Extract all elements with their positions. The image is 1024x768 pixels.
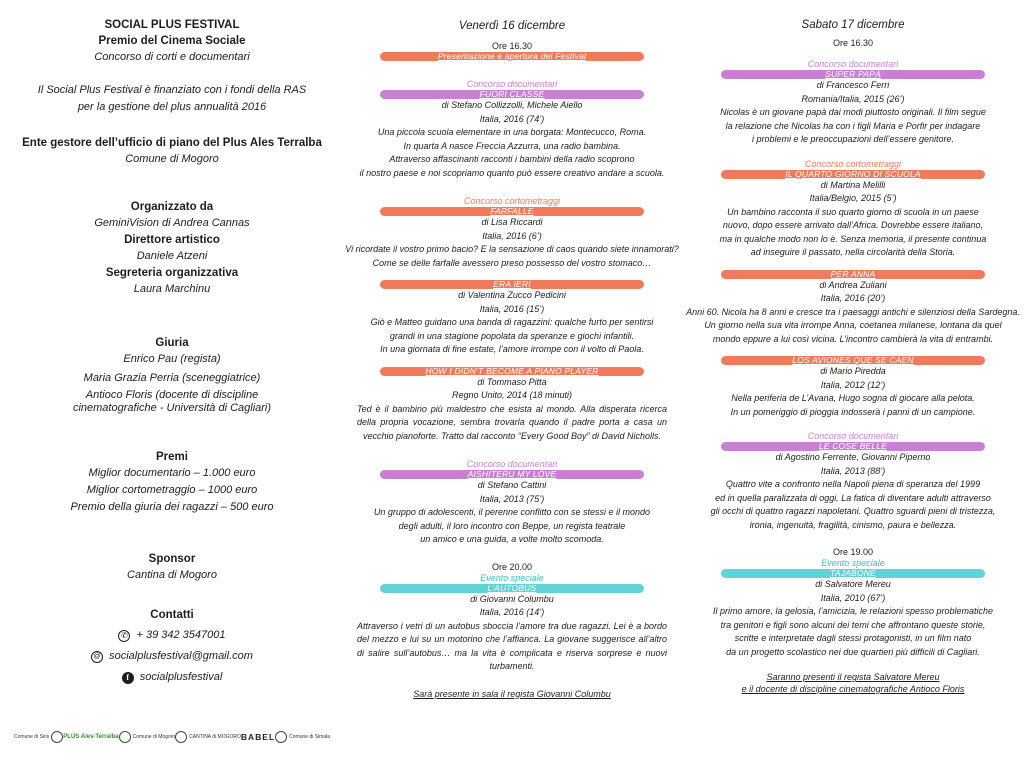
sponsor-value: Cantina di Mogoro: [127, 569, 217, 581]
film-info: Italia, 2016 (74’): [479, 113, 545, 124]
organizzato-value: GeminiVision di Andrea Cannas: [94, 217, 250, 229]
film-director: di Agostino Ferrente, Giovanni Piperno: [775, 452, 931, 462]
giuria-member-2: Maria Grazia Perria (sceneggiatrice): [83, 372, 261, 384]
sponsor-title: Sponsor: [148, 553, 196, 565]
facebook-handle: socialplusfestival: [139, 671, 223, 683]
facebook-contact[interactable]: [14, 669, 330, 686]
category-label: Concorso documentari: [466, 459, 558, 469]
phone-contact[interactable]: [14, 627, 330, 644]
film-title-band: L’AUTOBUS: [380, 584, 644, 593]
category-label: Concorso cortometraggi: [463, 196, 561, 206]
program-friday: [345, 0, 679, 700]
day-title: Venerdì 16 dicembre: [458, 20, 566, 32]
film-desc: In un pomeriggio di pioggia indosserà i panni di un campione.: [730, 406, 976, 417]
category-label: Concorso documentari: [807, 431, 899, 441]
film-info: Italia, 2016 (20’): [820, 293, 886, 303]
film-title-band: PER ANNA: [721, 270, 985, 279]
phone-icon: ✆: [118, 630, 130, 642]
category-label: Concorso cortometraggi: [804, 158, 902, 169]
contatti-title: Contatti: [150, 609, 194, 621]
film-desc: ed in quella paralizzata di oggi. La fatica di diventare adulti attraverso: [715, 492, 991, 503]
funding-line-1: Il Social Plus Festival è finanziato con i fondi della RAS: [37, 84, 307, 96]
giuria-member-3a: Antioco Floris (docente di discipline: [85, 389, 259, 401]
film-desc: i problemi e le preoccupazioni dell’essere genitore.: [751, 134, 955, 144]
film-desc: Nella periferia de L’Avana, Hugo sogna di giocare alla pelota.: [731, 393, 975, 403]
giuria-title: Giuria: [155, 337, 189, 349]
film-desc: scritte e interpretate dagli stessi protagonisti, in un film nato: [734, 633, 972, 643]
giuria-member-1: Enrico Pau (regista): [123, 353, 221, 365]
email-address: socialplusfestival@gmail.com: [109, 650, 253, 662]
phone-number: + 39 342 3547001: [136, 629, 226, 641]
film-desc: Come se delle farfalle avessero preso possesso del vostro stomaco…: [372, 257, 652, 268]
film-title-band: LE COSE BELLE: [721, 442, 985, 451]
film-desc: un amico e una guida, a volte molto scomoda.: [420, 534, 604, 544]
logo-plus: PLUS Ales-Terralba: [63, 734, 119, 740]
film-info: Regno Unito, 2014 (18 minuti): [451, 390, 573, 400]
facebook-icon: f: [122, 672, 134, 684]
segreteria-value: Laura Marchinu: [133, 283, 211, 295]
cantina-icon: [175, 731, 187, 743]
program-saturday: [686, 0, 1020, 695]
film-desc: da un progetto scolastico nei due quartieri più difficili di Cagliari.: [726, 646, 980, 657]
film-title-band: ERA IERI: [380, 280, 644, 289]
email-icon: @: [91, 651, 103, 663]
logo-cantina: CANTINA di MOGORO: [175, 731, 241, 743]
festival-title: SOCIAL PLUS FESTIVAL: [104, 19, 240, 31]
logo-comune-simala: Comune di Simala: [275, 731, 330, 743]
film-info: Italia, 2013 (75’): [479, 493, 545, 504]
category-label: Concorso documentari: [807, 59, 899, 69]
premio-3: Premio della giuria dei ragazzi – 500 euro: [70, 501, 274, 513]
film-desc: Un giorno nella sua vita irrompe Anna, coetanea milanese, lontana da quel: [704, 320, 1002, 330]
film-director: di Stefano Cattini: [477, 480, 547, 490]
film-director: di Giovanni Columbu: [470, 593, 554, 604]
film-desc: ma in qualche modo non lo è. Senza memoria, il presente continua: [719, 233, 987, 244]
film-director: di Stefano Collizzolli, Michele Aiello: [441, 100, 583, 110]
logo-comune-siris: Comune di Siris: [14, 731, 63, 743]
film-desc: il nostro paese e noi scopriamo quanto può essere creativo andare a scuola.: [359, 167, 665, 178]
crest-icon: [275, 731, 287, 743]
premio-1: Miglior documentario – 1.000 euro: [88, 467, 256, 479]
opening-band: Presentazione e apertura del Festival: [380, 52, 644, 61]
email-contact[interactable]: [14, 648, 330, 665]
crest-icon: [119, 731, 131, 743]
film-director: di Valentina Zucco Pedicini: [458, 290, 566, 300]
film-director: di Lisa Riccardi: [481, 217, 543, 227]
film-desc: tra genitori e figli sono alcuni dei temi che affrontano queste storie,: [720, 619, 986, 630]
film-info: Italia/Belgio, 2015 (5’): [809, 193, 897, 203]
direttore-value: Daniele Atzeni: [136, 250, 208, 262]
ente-value: Comune di Mogoro: [125, 153, 219, 165]
film-title-band: SUPER PAPÀ: [721, 70, 985, 79]
film-desc: la relazione che Nicolas ha con i figli Maria e Porfir per indagare: [725, 120, 981, 131]
film-director: di Andrea Zuliani: [819, 279, 887, 290]
sponsor-logos: [14, 727, 330, 747]
film-title-band: FARFALLE: [380, 207, 644, 216]
film-desc: degli adulti, il loro incontro con Beppe, un regista teatrale: [398, 520, 626, 531]
film-title-band: LOS AVIONES QUE SE CAEN: [721, 356, 985, 365]
festival-subtitle: Premio del Cinema Sociale: [98, 35, 246, 47]
film-info: Italia, 2010 (67’): [820, 592, 886, 603]
film-desc: ad inseguire il passato, nella circolarità della Storia.: [750, 247, 956, 257]
category-label: Evento speciale: [821, 558, 885, 568]
film-desc: grandi in una stagione popolata da speranze e giochi infantili.: [389, 330, 635, 341]
film-desc: Una piccola scuola elementare in una borgata: Montecucco, Roma.: [377, 127, 647, 137]
film-desc: ironia, ingenuità, fragilità, cinismo, paura e bellezza.: [749, 519, 957, 530]
film-desc: Il primo amore, la gelosia, l’amicizia, le relazioni spesso problematiche: [712, 606, 994, 616]
film-director: di Martina Melilli: [820, 179, 886, 190]
time-label: Ore 20.00: [491, 561, 533, 572]
film-desc: Attraverso affascinanti racconti i bambini della radio scoprono: [389, 154, 635, 164]
film-director: di Salvatore Mereu: [815, 579, 891, 589]
category-label: Evento speciale: [480, 572, 544, 583]
film-info: Romania/Italia, 2015 (26’): [801, 93, 905, 104]
film-desc: Giò e Matteo guidano una banda di ragazzini: qualche furto per sentirsi: [370, 317, 654, 327]
festival-tagline: Concorso di corti e documentari: [94, 51, 250, 63]
direttore-title: Direttore artistico: [124, 234, 220, 246]
logo-babel: BABEL: [240, 732, 276, 742]
film-title-band: AISHITERU MY LOVE: [380, 470, 644, 479]
premio-2: Miglior cortometraggio – 1000 euro: [86, 484, 258, 496]
film-desc: Vi ricordate il vostro primo bacio? E la sensazione di caos quando siete innamorati?: [345, 244, 679, 254]
film-desc: Anni 60. Nicola ha 8 anni e cresce tra i paesaggi antichi e silenziosi della Sardegna.: [686, 306, 1020, 317]
film-desc: Quattro vite a confronto nella Napoli piena di speranza del 1999: [725, 479, 981, 489]
film-title-band: TAJABONE: [721, 569, 985, 578]
film-title-band: IL QUARTO GIORNO DI SCUOLA: [721, 170, 985, 179]
organizzato-title: Organizzato da: [130, 201, 214, 213]
guest-note: Sarà presente in sala il regista Giovanni Columbu: [413, 688, 611, 699]
film-desc: Nicolas è un giovane papà dai modi piuttosto originali. Il film segue: [720, 107, 986, 117]
time-label: Ore 19.00: [832, 547, 874, 557]
film-director: di Tommaso Pitta: [477, 376, 547, 387]
category-label: Concorso documentari: [466, 79, 558, 89]
film-desc: Un bambino racconta il suo quarto giorno di scuola in un paese: [727, 206, 979, 217]
film-info: Italia, 2012 (12’): [820, 379, 886, 390]
film-desc: In una giornata di fine estate, l’amore irrompe con il volto di Paola.: [380, 344, 644, 354]
logo-comune-mogoro: Comune di Mogoro: [119, 731, 176, 743]
film-desc: Ted è il bambino più maldestro che esista al mondo. Alla disperata ricerca della propria vocazione, sembra trovarla quando il padre porta a casa un vecchio pianoforte. Tratto dal racconto “Every Good Boy” di David Nicholls.: [357, 403, 667, 441]
giuria-member-3b: cinematografiche - Università di Cagliari): [72, 402, 272, 414]
film-title-band: FUORI CLASSE: [380, 90, 644, 99]
time-label: Ore 16.30: [491, 41, 533, 51]
guest-note: e il docente di discipline cinematografiche Antioco Floris: [741, 684, 965, 694]
ente-title: Ente gestore dell’ufficio di piano del Plus Ales Terralba: [22, 137, 322, 149]
funding-line-2: per la gestione del plus annualità 2016: [77, 101, 267, 113]
guest-note: Saranno presenti il regista Salvatore Mereu: [766, 672, 940, 682]
film-info: Italia, 2016 (6’): [482, 230, 542, 241]
film-desc: In quarta A nasce Freccia Azzurra, una radio bambina.: [403, 140, 621, 151]
film-director: di Francesco Ferri: [816, 80, 890, 90]
segreteria-title: Segreteria organizzativa: [105, 267, 239, 279]
film-desc: nuovo, dopo essere arrivato dall’Africa. Dovrebbe essere italiano,: [722, 220, 984, 230]
film-info: Italia, 2016 (15’): [479, 303, 545, 314]
film-director: di Mario Piredda: [820, 366, 886, 376]
film-title-band: HOW I DIDN’T BECOME A PIANO PLAYER: [380, 367, 644, 376]
day-title: Sabato 17 dicembre: [801, 19, 905, 31]
film-desc: Un gruppo di adolescenti, il perenne conflitto con se stessi e il mondo: [373, 507, 651, 517]
premi-title: Premi: [156, 451, 188, 463]
crest-icon: [51, 731, 63, 743]
film-info: Italia, 2016 (14’): [479, 607, 545, 617]
film-desc: gli occhi di quattro ragazzi napoletani. Quattro sguardi pieni di tristezza,: [710, 506, 996, 516]
film-desc: mondo eppure a lui così vicina. L’incontro cambierà la vita di entrambi.: [712, 333, 994, 344]
time-label: Ore 16.30: [832, 38, 874, 48]
film-info: Italia, 2013 (88’): [820, 465, 886, 476]
credits-column: [14, 0, 330, 686]
film-desc: Attraverso i vetri di un autobus sboccia l’amore tra due ragazzi. Lei è a bordo del mezzo e lui su un motorino che l’affianca. La giovane suggerisce all’altro di salire sull’autobus… ma la vita è complicata e riserva sorprese e nuovi turbamenti.: [357, 620, 667, 671]
